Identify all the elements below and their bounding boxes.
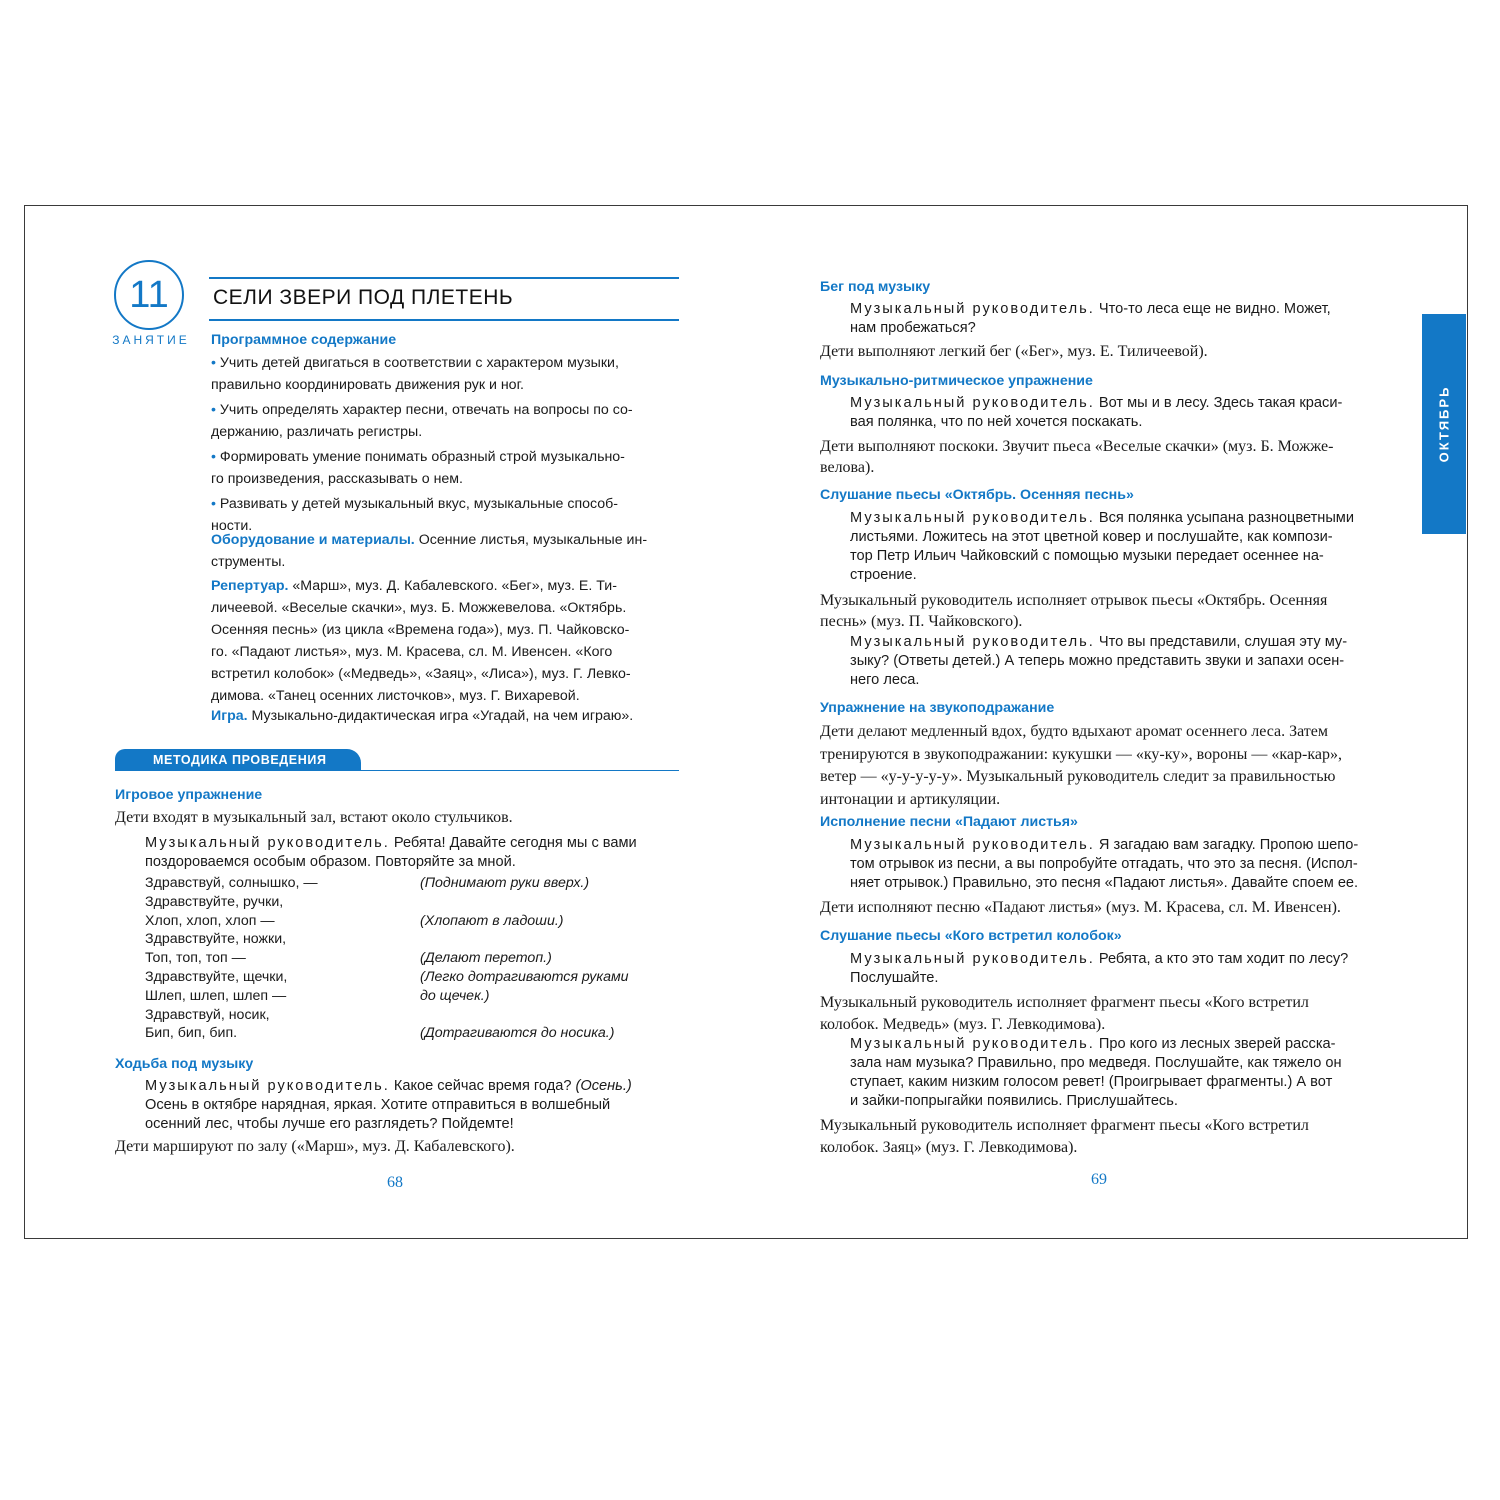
speech-text: Про кого из лесных зверей расска-	[1094, 1036, 1336, 1052]
speech-text: осенний лес, чтобы лучше его разглядеть? Пойдемте!	[145, 1116, 514, 1132]
kolobok-outro-2	[820, 1115, 1309, 1158]
sound-line: Дети делают медленный вдох, будто вдыхают аромат осеннего леса. Затем	[820, 723, 1329, 740]
speech-text: Вот мы и в лесу. Здесь такая краси-	[1094, 395, 1343, 411]
poem-note: (Дотрагиваются до носика.)	[420, 1025, 615, 1042]
outro-line: Музыкальный руководитель исполняет отрывок пьесы «Октябрь. Осенняя	[820, 592, 1328, 609]
repertoire-line: димова. «Танец осенних листочков», муз. Г. Вихаревой.	[211, 688, 580, 704]
poem-notes	[420, 874, 629, 1043]
poem-note	[420, 930, 629, 949]
program-line: • Учить детей двигаться в соответствии с характером музыки,	[211, 355, 619, 371]
poem-note: (Хлопают в ладоши.)	[420, 912, 564, 929]
page-number-right: 69	[1091, 1171, 1107, 1188]
methodology-tab: МЕТОДИКА ПРОВЕДЕНИЯ	[115, 749, 361, 771]
sound-line: интонации и артикуляции.	[820, 790, 1001, 808]
october-speech-cont	[850, 528, 1333, 585]
page-number-left: 68	[387, 1174, 403, 1191]
sound-text	[820, 721, 1342, 811]
program-line: • Учить определять характер песни, отвечать на вопросы по со-	[211, 402, 633, 418]
outro-line: велова).	[820, 459, 875, 476]
speech-text: него леса.	[850, 672, 920, 688]
equipment-block	[211, 529, 679, 573]
poem-line: Топ, топ, топ —	[145, 950, 246, 967]
speech-text: зала нам музыка? Правильно, про медведя. Послушайте, как тяжело он	[850, 1055, 1342, 1071]
song-heading: Исполнение песни «Падают листья»	[820, 814, 1078, 830]
speech-text: Что вы представили, слушая эту му-	[1094, 634, 1348, 650]
game-exercise-speech	[145, 834, 637, 872]
program-line: го произведения, рассказывать о нем.	[211, 471, 464, 487]
rhythm-outro	[820, 436, 1333, 478]
poem-line: Здравствуй, носик,	[145, 1006, 270, 1023]
repertoire-line: го. «Падают листья», муз. М. Красева, сл. М. Ивенсен. «Кого	[211, 644, 613, 660]
speaker-label: Музыкальный руководитель.	[850, 301, 1095, 317]
poem-line: Здравствуй, солнышко, —	[145, 875, 318, 891]
speaker-label: Музыкальный руководитель.	[850, 634, 1095, 650]
bullet-icon: •	[211, 355, 216, 371]
kolobok-speech-2	[850, 1035, 1342, 1111]
song-outro: Дети исполняют песню «Падают листья» (муз. М. Красева, сл. М. Ивенсен).	[820, 899, 1341, 916]
walk-speech	[145, 1077, 632, 1134]
walk-heading: Ходьба под музыку	[115, 1056, 254, 1072]
speech-text: Какое сейчас время года?	[389, 1078, 572, 1094]
bullet-icon: •	[211, 402, 216, 418]
bullet-icon: •	[211, 496, 216, 512]
outro-line: колобок. Заяц» (муз. Г. Левкодимова).	[820, 1138, 1078, 1156]
program-content	[211, 352, 679, 537]
program-line: держанию, различать регистры.	[211, 424, 423, 440]
rhythm-heading: Музыкально-ритмическое упражнение	[820, 373, 1093, 389]
walk-outro: Дети маршируют по залу («Марш», муз. Д. Кабалевского).	[115, 1138, 515, 1155]
poem-note	[420, 1006, 629, 1025]
sound-line: ветер — «у-у-у-у-у». Музыкальный руководитель следит за правильностью	[820, 768, 1336, 785]
poem-lines	[145, 874, 318, 1043]
poem-note	[420, 893, 629, 912]
speech-text: том отрывок из песни, а вы попробуйте отгадать, что это за песня. (Испол-	[850, 856, 1358, 872]
poem-note: до щечек.)	[420, 987, 490, 1004]
song-speech	[850, 836, 1358, 893]
repertoire-line: личеевой. «Веселые скачки», муз. Б. Можжевелова. «Октябрь.	[211, 600, 627, 616]
speech-text: Я загадаю вам загадку. Пропою шепо-	[1094, 837, 1359, 853]
speech-text: Ребята! Давайте сегодня мы с вами	[389, 835, 637, 851]
repertoire-block	[211, 575, 679, 707]
month-side-tab-label: ОКТЯБРЬ	[1436, 385, 1452, 463]
month-side-tab	[1422, 314, 1466, 534]
poem-line: Хлоп, хлоп, хлоп —	[145, 912, 275, 929]
poem-line: Бип, бип, бип.	[145, 1025, 238, 1042]
outro-line: колобок. Медведь» (муз. Г. Левкодимова).	[820, 1015, 1106, 1033]
speech-text: нам пробежаться?	[850, 320, 976, 336]
speech-text: няет отрывок.) Правильно, это песня «Падают листья». Давайте споем ее.	[850, 875, 1359, 891]
methodology-rule	[115, 770, 679, 771]
kolobok-speech	[850, 950, 1348, 988]
speaker-label: Музыкальный руководитель.	[850, 951, 1095, 967]
speaker-label: Музыкальный руководитель.	[850, 395, 1095, 411]
game-exercise-heading: Игровое упражнение	[115, 787, 263, 803]
title-rule-bottom	[209, 319, 679, 321]
speech-text: Осень в октябре нарядная, яркая. Хотите отправиться в волшебный	[145, 1097, 611, 1113]
speech-answer: (Осень.)	[571, 1078, 632, 1094]
game-label: Игра.	[211, 708, 248, 724]
poem-note: (Поднимают руки вверх.)	[420, 875, 590, 891]
speaker-label: Музыкальный руководитель.	[850, 837, 1095, 853]
rhythm-speech	[850, 394, 1342, 432]
speaker-label: Музыкальный руководитель.	[145, 1078, 390, 1094]
poem-note: (Делают перетоп.)	[420, 950, 552, 967]
outro-line: Дети выполняют поскоки. Звучит пьеса «Веселые скачки» (муз. Б. Можже-	[820, 438, 1334, 455]
october-heading: Слушание пьесы «Октябрь. Осенняя песнь»	[820, 487, 1134, 503]
speech-text: Вся полянка усыпана разноцветными	[1094, 510, 1354, 526]
october-speech-2	[850, 633, 1347, 690]
outro-line: песнь» (муз. П. Чайковского).	[820, 613, 1023, 630]
equipment-text-cont: струменты.	[211, 554, 286, 570]
october-speech	[850, 509, 1354, 528]
game-exercise-intro: Дети входят в музыкальный зал, встают около стульчиков.	[115, 809, 513, 826]
title-rule-top	[209, 277, 679, 279]
program-line: • Формировать умение понимать образный строй музыкально-	[211, 449, 625, 465]
speech-text: и зайки-попрыгайки появились. Прислушайтесь.	[850, 1093, 1178, 1109]
game-block	[211, 705, 679, 727]
poem-note: (Легко дотрагиваются руками	[420, 968, 629, 985]
run-heading: Бег под музыку	[820, 279, 931, 295]
bullet-icon: •	[211, 449, 216, 465]
program-heading: Программное содержание	[211, 332, 397, 348]
speaker-label: Музыкальный руководитель.	[850, 1036, 1095, 1052]
speech-text: зыку? (Ответы детей.) А теперь можно представить звуки и запахи осен-	[850, 653, 1345, 669]
lesson-label: ЗАНЯТИЕ	[112, 333, 190, 347]
poem-line: Здравствуйте, щечки,	[145, 968, 288, 985]
speech-text: вая полянка, что по ней хочется поскакать.	[850, 414, 1143, 430]
poem-line: Здравствуйте, ножки,	[145, 931, 287, 948]
sound-heading: Упражнение на звукоподражание	[820, 700, 1055, 716]
program-line: правильно координировать движения рук и ног.	[211, 377, 524, 393]
kolobok-heading: Слушание пьесы «Кого встретил колобок»	[820, 928, 1122, 944]
lesson-number-badge: 11	[114, 260, 184, 330]
book-spread	[24, 205, 1468, 1239]
sound-line: тренируются в звукоподражании: кукушки — «ку-ку», вороны — «кар-кар»,	[820, 745, 1342, 763]
lesson-title: СЕЛИ ЗВЕРИ ПОД ПЛЕТЕНЬ	[213, 286, 514, 309]
poem-line: Шлеп, шлеп, шлеп —	[145, 987, 287, 1004]
repertoire-line: Осенняя песнь» (из цикла «Времена года»), муз. П. Чайковско-	[211, 622, 630, 638]
repertoire-label: Репертуар.	[211, 578, 289, 594]
speaker-label: Музыкальный руководитель.	[145, 835, 390, 851]
equipment-text: Осенние листья, музыкальные ин-	[414, 532, 648, 548]
speech-text: Ребята, а кто это там ходит по лесу?	[1094, 951, 1349, 967]
run-outro: Дети выполняют легкий бег («Бег», муз. Е. Тиличеевой).	[820, 343, 1208, 360]
speech-text: Что-то леса еще не видно. Может,	[1094, 301, 1331, 317]
repertoire-line: встретил колобок» («Медведь», «Заяц», «Лиса»), муз. Г. Левко-	[211, 666, 631, 682]
repertoire-text: «Марш», муз. Д. Кабалевского. «Бег», муз. Е. Ти-	[288, 578, 617, 594]
speech-text: Послушайте.	[850, 970, 939, 986]
kolobok-outro	[820, 992, 1309, 1035]
speaker-label: Музыкальный руководитель.	[850, 510, 1095, 526]
speech-text: листьями. Ложитесь на этот цветной ковер и послушайте, как компози-	[850, 529, 1333, 545]
october-outro	[820, 590, 1327, 632]
program-line: ности.	[211, 518, 253, 534]
outro-line: Музыкальный руководитель исполняет фрагмент пьесы «Кого встретил	[820, 994, 1309, 1011]
speech-text: поздороваемся особым образом. Повторяйте за мной.	[145, 854, 516, 870]
speech-text: строение.	[850, 567, 917, 583]
program-line: • Развивать у детей музыкальный вкус, музыкальные способ-	[211, 496, 619, 512]
speech-text: тор Петр Ильич Чайковский с помощью музыки передает осеннее на-	[850, 548, 1324, 564]
speech-text: ступает, каким низким голосом ревет! (Проигрывает фрагменты.) А вот	[850, 1074, 1333, 1090]
run-speech	[850, 300, 1331, 338]
outro-line: Музыкальный руководитель исполняет фрагмент пьесы «Кого встретил	[820, 1117, 1309, 1134]
equipment-label: Оборудование и материалы.	[211, 532, 415, 548]
game-text: Музыкально-дидактическая игра «Угадай, на чем играю».	[247, 708, 634, 724]
poem-line: Здравствуйте, ручки,	[145, 893, 284, 910]
